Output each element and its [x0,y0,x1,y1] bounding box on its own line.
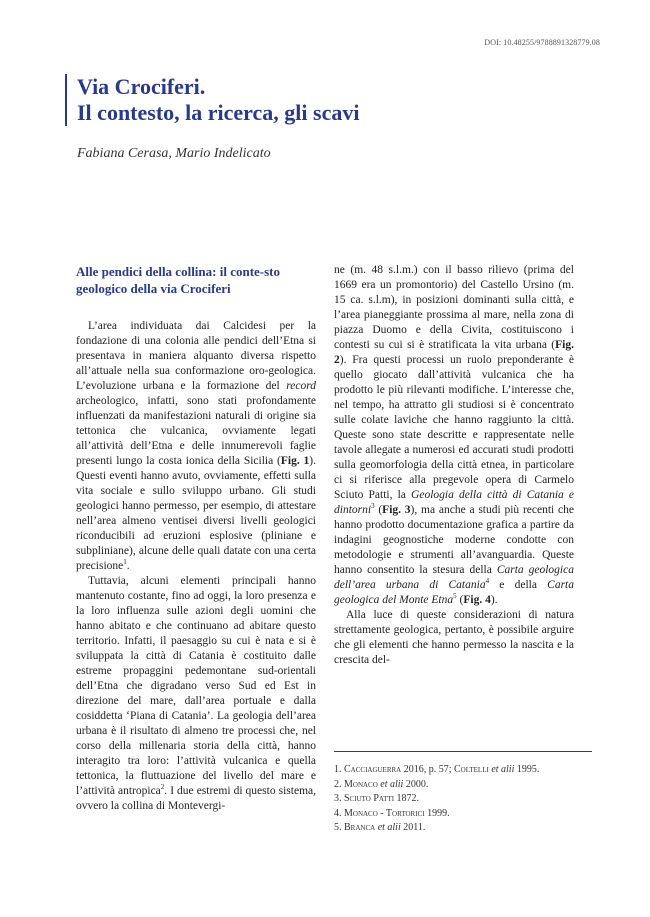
text-run: ), ma anche a studi più recenti che hanno prodotto documentazione grafica a partire da indagini geognostiche moderne condotte con metodologie e strumenti all’avanguardia. Queste hanno consentito la stesura della [334,504,574,576]
section-heading: Alle pendici della collina: il conte-sto geologico della via Crociferi [76,264,281,296]
paragraph [76,319,316,574]
footnote-number: 1. [334,764,342,775]
footnote-text: et alii [488,764,515,775]
text-run: Carta geologica del Monte Etna [334,579,574,606]
footnote-item [334,763,592,778]
title-line-2: Il contesto, la ricerca, gli scavi [77,100,360,125]
text-run: ne (m. 48 s.l.m.) con il basso rilievo (prima del 1669 era un promontorio) del Castello Ursino (m. 15 ca. s.l.m), in posizioni dominanti sulla città, e l’area pianeggiante prossima al mare, nella zona di piazza Duomo e della Civita, costituiscono i contesti su cui si è stratificata la vita urbana ( [334,264,574,351]
footnote-text: et alii [377,778,404,790]
text-run: Carta geologica dell’area urbana di Catania [334,564,574,591]
footnote-ref: 2 [160,783,165,792]
footnote-author: Monaco - Tortorici [344,807,425,819]
text-run: ). [490,594,498,606]
paragraph: Alla luce di queste considerazioni di natura strettamente geologica, pertanto, è possibile arguire che gli elementi che hanno permesso la nascita e la crescita del- [334,609,574,666]
footnote-text: 2016, p. 57; [401,764,455,775]
footnote-item [334,807,592,822]
text-run: Tuttavia, alcuni elementi principali hanno mantenuto costante, fino ad oggi, la loro presenza e la loro influenza sulle azioni degli uomini che hanno abitato e che continuano ad abitare questo territorio. Infatti, il paesaggio su cui è nata e si è sviluppata la città di Catania è costituito dalle estreme propaggini pedemontane sud-orientali dell’Etna che digradano verso Sud ed Est in direzione del mare, dall’area portuale e dalla cosiddetta ‘Piana di Catania’. La geologia dell’area urbana è il risultato di almeno tre processi che, nel corso della millenaria storia della città, hanno interagito tra loro: l’attività vulcanica e quella tettonica, la fluttuazione del livello del mare e l’attività antropica [76,575,316,797]
footnote-author: Cacciaguerra [344,764,402,775]
footnote-ref: 5 [453,592,457,601]
text-run: archeologico, infatti, sono stati profondamente influenzati da manifestazioni naturali di origine sia tettonica che vulcanica, ovviamente legati all’attività dell’Etna e delle innumerevoli faglie presenti lungo la costa ionica della Sicilia ( [76,395,316,467]
text-run: Geologia della città di Catania e dintorni [334,489,574,516]
footnote-divider [334,751,592,752]
footnote-item [334,821,592,836]
text-run: record [286,380,316,392]
paragraph [334,263,574,608]
article-title [65,74,617,126]
footnote-ref: 1 [123,558,127,567]
paragraph [76,574,316,814]
figure-ref: Fig. 2 [334,339,574,366]
footnote-ref: 4 [485,577,490,586]
footnote-number: 3. [334,793,342,804]
text-run: e della [489,579,548,591]
left-column [76,263,316,814]
text-run: . I due estremi di questo sistema, ovvero la collina di Montevergi- [76,785,316,812]
figure-ref: Fig. 3 [382,504,411,516]
footnote-number: 5. [334,822,342,833]
doi-label: DOI: 10.48255/9788891328779.08 [484,38,600,47]
text-run: ( [374,504,383,516]
figure-ref: Fig. 4 [463,594,491,606]
text-run: ). Questi eventi hanno avuto, ovviamente, effetti sulla vita sociale e sullo sviluppo urbano. Gli studi geologici hanno permesso, per esempio, di attestare nell’area almeno ventisei diversi livelli geologici riconducibili ad eruzioni esplosive (pliniane e subpliniane), alcune delle quali datate con una certa precisione [76,455,316,572]
text-run: . [126,560,130,572]
footnote-author: Monaco [344,778,378,790]
text-run: ). Fra questi processi un ruolo preponderante è quello giocato dall’attività vulcanica che ha prodotto le più rilevanti modifiche. L’interesse che, nel tempo, ha attratto gli studiosi si è concentrato sulle colate laviche che hanno raggiunto la città. Queste sono state descritte e rappresentate nelle tavole allegate a numerosi ed accurati studi prodotti sulla geomorfologia della città etnea, in particolare ci si riferisce alla pregevole opera di Carmelo Sciuto Patti, la [334,354,574,501]
text-run: ( [456,594,464,606]
figure-ref: Fig. 1 [280,455,310,467]
footnote-item [334,778,592,793]
footnote-text: 1995. [514,764,540,775]
footnote-ref: 3 [371,502,375,511]
right-column [334,263,574,668]
footnote-text: et alii [375,822,401,833]
footnote-author: Branca [344,822,376,833]
footnote-text: 1999. [424,807,450,819]
footnote-item [334,792,592,807]
authors: Fabiana Cerasa, Mario Indelicato [77,146,271,161]
footnote-author: Sciuto Patti [344,793,395,804]
footnote-text: 1872. [394,793,420,804]
footnote-number: 2. [334,778,342,790]
footnote-author: Coltelli [454,764,489,775]
footnote-number: 4. [334,807,342,819]
footnotes [334,763,592,836]
footnote-text: 2000. [403,778,429,790]
title-line-1: Via Crociferi. [77,74,206,99]
footnote-text: 2011. [400,822,426,833]
text-run: L’area individuata dai Calcidesi per la fondazione di una colonia alle pendici dell’Etna si presentava in maniera alquanto diversa rispetto all’attuale nella sua conformazione oro-geologica. L’evoluzione urbana e la formazione del [76,320,316,392]
